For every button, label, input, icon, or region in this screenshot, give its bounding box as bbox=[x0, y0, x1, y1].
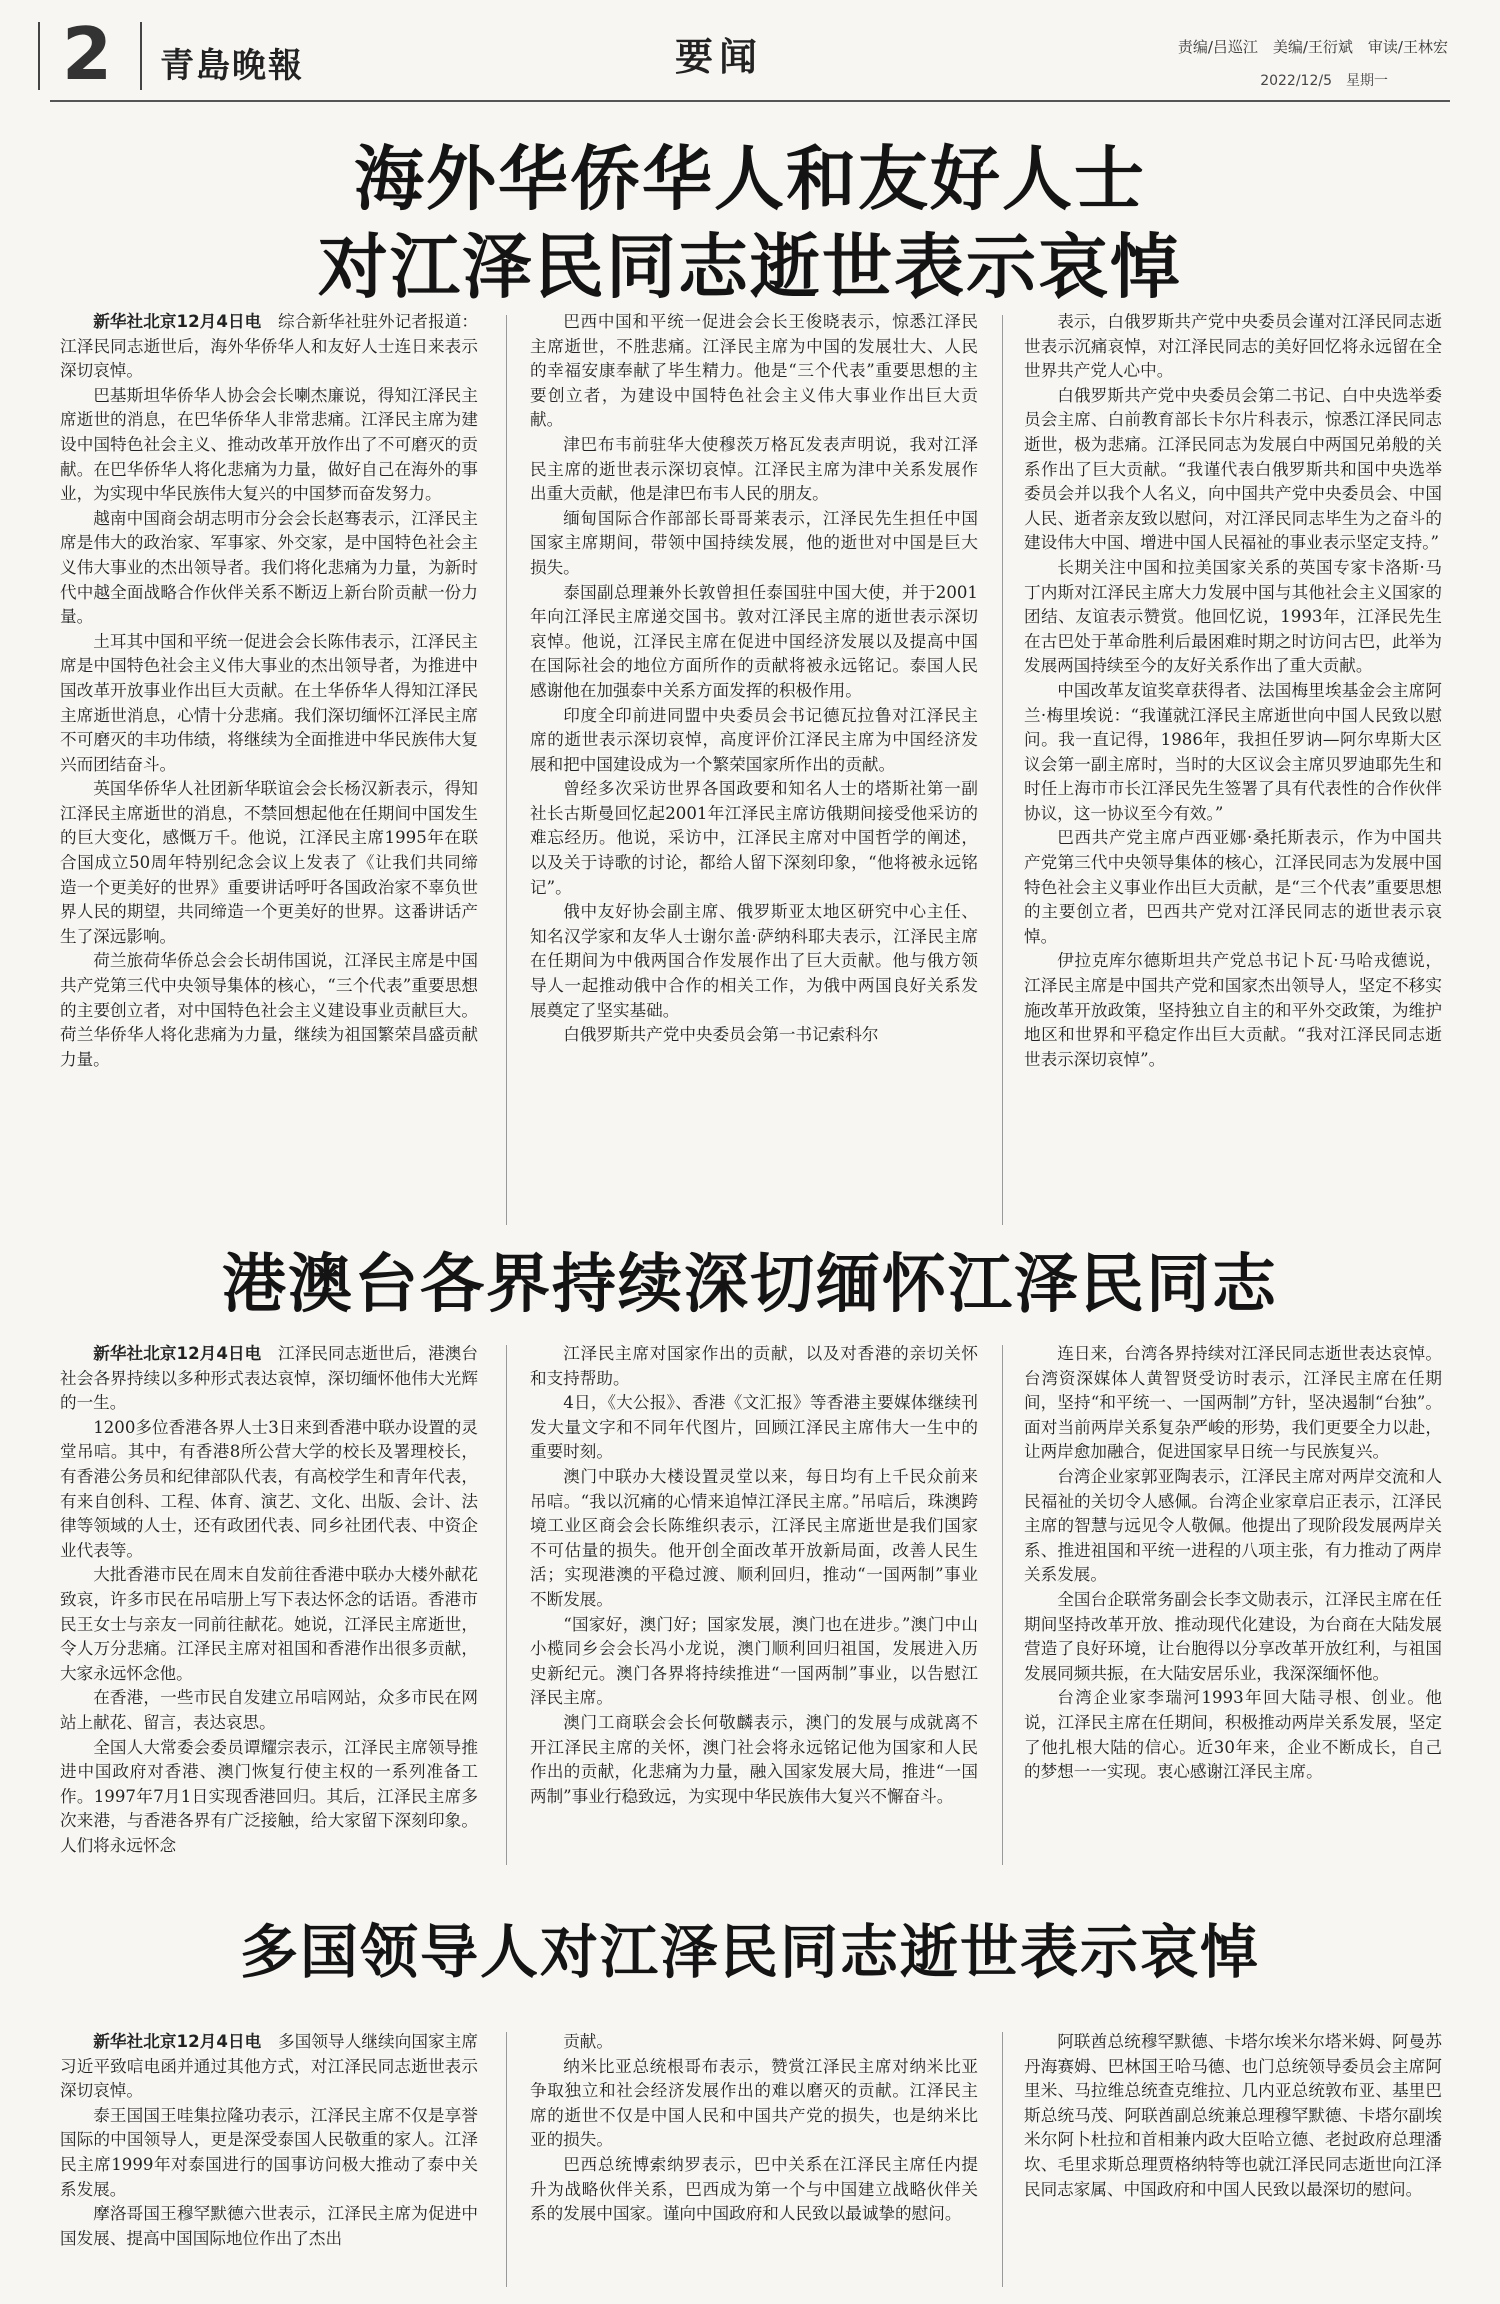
masthead-divider bbox=[38, 22, 40, 90]
paragraph: 全国人大常委会委员谭耀宗表示，江泽民主席领导推进中国政府对香港、澳门恢复行使主权的一系列准备工作。1997年7月1日实现香港回归。其后，江泽民主席多次来港，与香港各界有广泛接触，给大家留下深刻印象。人们将永远怀念 bbox=[60, 1737, 478, 1855]
masthead bbox=[0, 0, 1500, 105]
paragraph: 曾经多次采访世界各国政要和知名人士的塔斯社第一副社长古斯曼回忆起2001年江泽民主席访俄期间接受他采访的难忘经历。他说，采访中，江泽民主席对中国哲学的阐述，以及关于诗歌的讨论，都给人留下深刻印象，“他将被永远铭记”。 bbox=[530, 779, 978, 897]
article1-column-3 bbox=[1024, 310, 1442, 1235]
paragraph: 土耳其中国和平统一促进会会长陈伟表示，江泽民主席是中国特色社会主义伟大事业的杰出领导者，为推进中国改革开放事业作出巨大贡献。在土华侨华人得知江泽民主席逝世消息，心情十分悲痛。我们深切缅怀江泽民主席不可磨灭的丰功伟绩，将继续为全面推进中华民族伟大复兴而团结奋斗。 bbox=[60, 631, 478, 774]
credits: 责编/吕巡江 美编/王衍斌 审读/王林宏 bbox=[1177, 38, 1448, 56]
paragraph: 贡献。 bbox=[563, 2032, 613, 2051]
paragraph: 4日，《大公报》、香港《文汇报》等香港主要媒体继续刊发大量文字和不同年代图片，回顾江泽民主席伟大一生中的重要时刻。 bbox=[530, 1393, 978, 1462]
paragraph: 江泽民主席对国家作出的贡献，以及对香港的亲切关怀和支持帮助。 bbox=[530, 1344, 978, 1388]
column-separator bbox=[506, 315, 507, 1225]
paragraph: 巴西中国和平统一促进会会长王俊晓表示，惊悉江泽民主席逝世，不胜悲痛。江泽民主席为中国的发展壮大、人民的幸福安康奉献了毕生精力。他是“三个代表”重要思想的主要创立者，为建设中国特色社会主义伟大事业作出巨大贡献。 bbox=[530, 312, 978, 430]
paragraph: 英国华侨华人社团新华联谊会会长杨汉新表示，得知江泽民主席逝世的消息，不禁回想起他在任期间中国发生的巨大变化，感慨万千。他说，江泽民主席1995年在联合国成立50周年特别纪念会议上发表了《让我们共同缔造一个更美好的世界》重要讲话呼吁各国政治家不辜负世界人民的期望，共同缔造一个更美好的世界。这番讲话产生了深远影响。 bbox=[60, 779, 478, 946]
paragraph: 台湾企业家郭亚陶表示，江泽民主席对两岸交流和人民福祉的关切令人感佩。台湾企业家章启正表示，江泽民主席的智慧与远见令人敬佩。他提出了现阶段发展两岸关系、推进祖国和平统一进程的八项主张，有力推动了两岸关系发展。 bbox=[1024, 1466, 1442, 1585]
paper-name: 青島晚報 bbox=[160, 46, 304, 86]
column-separator bbox=[506, 1345, 507, 1865]
paragraph: 多国领导人继续向国家主席习近平致唁电函并通过其他方式，对江泽民同志逝世表示深切哀悼。 bbox=[60, 2032, 478, 2101]
paragraph: 俄中友好协会副主席、俄罗斯亚太地区研究中心主任、知名汉学家和友华人士谢尔盖·萨纳科耶夫表示，江泽民主席在任期间为中俄两国合作发展作出了巨大贡献。他与俄方领导人一起推动俄中合作的相关工作，为俄中两国良好关系发展奠定了坚实基础。 bbox=[530, 902, 978, 1020]
article3-headline: 多国领导人对江泽民同志逝世表示哀悼 bbox=[239, 1918, 1260, 1986]
paragraph: 台湾企业家李瑞河1993年回大陆寻根、创业。他说，江泽民主席在任期间，积极推动两岸关系发展，坚定了他扎根大陆的信心。近30年来，企业不断成长，自己的梦想一一实现。衷心感谢江泽民主席。 bbox=[1024, 1688, 1442, 1782]
paragraph: 津巴布韦前驻华大使穆茨万格瓦发表声明说，我对江泽民主席的逝世表示深切哀悼。江泽民主席为津中关系发展作出重大贡献，他是津巴布韦人民的朋友。 bbox=[530, 434, 978, 504]
page-number: 2 bbox=[62, 12, 113, 96]
paragraph: 大批香港市民在周末自发前往香港中联办大楼外献花致哀，许多市民在吊唁册上写下表达怀念的话语。香港市民王女士与亲友一同前往献花。她说，江泽民主席逝世，令人万分悲痛。江泽民主席对祖国和香港作出很多贡献，大家永远怀念他。 bbox=[60, 1565, 478, 1683]
column-separator bbox=[506, 2032, 507, 2287]
paragraph: “国家好，澳门好；国家发展，澳门也在进步。”澳门中山小榄同乡会会长冯小龙说，澳门顺利回归祖国，发展进入历史新纪元。澳门各界将持续推进“一国两制”事业，以告慰江泽民主席。 bbox=[530, 1614, 978, 1708]
paragraph: 综合新华社驻外记者报道：江泽民同志逝世后，海外华侨华人和友好人士连日来表示深切哀悼。 bbox=[60, 312, 478, 381]
paragraph: 白俄罗斯共产党中央委员会第二书记、白中央选举委员会主席、白前教育部长卡尔片科表示，惊悉江泽民同志逝世，极为悲痛。江泽民同志为发展白中两国兄弟般的关系作出了巨大贡献。“我谨代表白俄罗斯共和国中央选举委员会并以我个人名义，向中国共产党中央委员会、中国人民、逝者亲友致以慰问，对江泽民同志毕生为之奋斗的建设伟大中国、增进中国人民福祉的事业表示坚定支持。” bbox=[1024, 385, 1442, 553]
paragraph: 越南中国商会胡志明市分会会长赵骞表示，江泽民主席是伟大的政治家、军事家、外交家，是中国特色社会主义伟大事业的杰出领导者。我们将化悲痛为力量，为新时代中越全面战略合作伙伴关系不断迈上新台阶贡献一份力量。 bbox=[60, 508, 478, 627]
paragraph: 白俄罗斯共产党中央委员会第一书记索科尔 bbox=[563, 1025, 879, 1045]
masthead-rule bbox=[50, 100, 1450, 102]
article1-column-2 bbox=[530, 310, 978, 1235]
paragraph: 阿联酋总统穆罕默德、卡塔尔埃米尔塔米姆、阿曼苏丹海赛姆、巴林国王哈马德、也门总统领导委员会主席阿里米、马拉维总统查克维拉、几内亚总统敦布亚、基里巴斯总统马茂、阿联酋副总统兼总理穆罕默德、卡塔尔副埃米尔阿卜杜拉和首相兼内政大臣哈立德、老挝政府总理潘坎、毛里求斯总理贾格纳特等也就江泽民同志逝世向江泽民同志家属、中国政府和中国人民致以最深切的慰问。 bbox=[1024, 2032, 1442, 2199]
column-separator bbox=[1002, 315, 1003, 1225]
headline-line: 海外华侨华人和友好人士 bbox=[354, 138, 1146, 220]
paragraph: 荷兰旅荷华侨总会会长胡伟国说，江泽民主席是中国共产党第三代中央领导集体的核心，“三个代表”重要思想的主要创立者，对中国特色社会主义建设事业贡献巨大。荷兰华侨华人将化悲痛为力量，继续为祖国繁荣昌盛贡献力量。 bbox=[60, 951, 478, 1069]
issue-date: 2022/12/5 星期一 bbox=[1260, 73, 1388, 89]
paragraph: 中国改革友谊奖章获得者、法国梅里埃基金会主席阿兰·梅里埃说：“我谨就江泽民主席逝世向中国人民致以慰问。我一直记得，1986年，我担任罗讷—阿尔卑斯大区议会第一副主席时，当时的大区议会主席贝罗迪耶先生和时任上海市市长江泽民先生签署了具有代表性的合作伙伴协议，这一协议至今有效。” bbox=[1024, 680, 1442, 823]
paragraph: 澳门工商联会会长何敬麟表示，澳门的发展与成就离不开江泽民主席的关怀，澳门社会将永远铭记他为国家和人民作出的贡献，化悲痛为力量，融入国家发展大局，推进“一国两制”事业行稳致远，为实现中华民族伟大复兴不懈奋斗。 bbox=[530, 1712, 978, 1806]
paragraph: 巴基斯坦华侨华人协会会长喇杰廉说，得知江泽民主席逝世的消息，在巴华侨华人非常悲痛。江泽民主席为建设中国特色社会主义、推动改革开放作出了不可磨灭的贡献。在巴华侨华人将化悲痛为力量，做好自己在海外的事业，为实现中华民族伟大复兴的中国梦而奋发努力。 bbox=[60, 385, 478, 504]
paragraph: 1200多位香港各界人士3日来到香港中联办设置的灵堂吊唁。其中，有香港8所公营大学的校长及署理校长，有香港公务员和纪律部队代表，有高校学生和青年代表，有来自创科、工程、体育、演艺、文化、出版、会计、法律等领域的人士，还有政团代表、同乡社团代表、中资企业代表等。 bbox=[60, 1417, 478, 1560]
paragraph: 澳门中联办大楼设置灵堂以来，每日均有上千民众前来吊唁。“我以沉痛的心情来追悼江泽民主席。”吊唁后，珠澳跨境工业区商会会长陈维织表示，江泽民主席逝世是我们国家不可估量的损失。他开创全面改革开放新局面，改善人民生活；实现港澳的平稳过渡、顺利回归，推动“一国两制”事业不断发展。 bbox=[530, 1466, 978, 1609]
paragraph: 长期关注中国和拉美国家关系的英国专家卡洛斯·马丁内斯对江泽民主席大力发展中国与其他社会主义国家的团结、友谊表示赞赏。他回忆说，1993年，江泽民先生在古巴处于革命胜利后最困难时期之时访问古巴，此举为发展两国持续至今的友好关系作出了重大贡献。 bbox=[1024, 557, 1442, 676]
dateline: 新华社北京12月4日电 bbox=[93, 1344, 262, 1363]
paragraph: 巴西总统博索纳罗表示，巴中关系在江泽民主席任内提升为战略伙伴关系，巴西成为第一个与中国建立战略伙伴关系的发展中国家。谨向中国政府和人民致以最诚挚的慰问。 bbox=[530, 2154, 978, 2224]
article3-column-3 bbox=[1024, 2030, 1442, 2292]
paragraph: 纳米比亚总统根哥布表示，赞赏江泽民主席对纳米比亚争取独立和社会经济发展作出的难以磨灭的贡献。江泽民主席的逝世不仅是中国人民和中国共产党的损失，也是纳米比亚的损失。 bbox=[530, 2056, 978, 2150]
paragraph: 全国台企联常务副会长李文勋表示，江泽民主席在任期间坚持改革开放、推动现代化建设，为台商在大陆发展营造了良好环境，让台胞得以分享改革开放红利，与祖国发展同频共振，在大陆安居乐业，我深深缅怀他。 bbox=[1024, 1589, 1442, 1683]
article1-column-1 bbox=[60, 310, 478, 1235]
dateline: 新华社北京12月4日电 bbox=[93, 312, 262, 331]
paragraph: 连日来，台湾各界持续对江泽民同志逝世表达哀悼。台湾资深媒体人黄智贤受访时表示，江泽民主席在任期间，坚持“和平统一、一国两制”方针，坚决遏制“台独”。面对当前两岸关系复杂严峻的形势，我们更要全力以赴，让两岸愈加融合，促进国家早日统一与民族复兴。 bbox=[1024, 1344, 1442, 1462]
article2-headline: 港澳台各界持续深切缅怀江泽民同志 bbox=[222, 1248, 1278, 1322]
headline-line: 对江泽民同志逝世表示哀悼 bbox=[318, 226, 1182, 308]
paragraph: 印度全印前进同盟中央委员会书记德瓦拉鲁对江泽民主席的逝世表示深切哀悼，高度评价江泽民主席为中国经济发展和把中国建设成为一个繁荣国家所作出的贡献。 bbox=[530, 705, 978, 774]
masthead-divider bbox=[140, 22, 142, 90]
article3-column-2 bbox=[530, 2030, 978, 2292]
paragraph: 泰国副总理兼外长敦曾担任泰国驻中国大使，并于2001年向江泽民主席递交国书。敦对江泽民主席的逝世表示深切哀悼。他说，江泽民主席在促进中国经济发展以及提高中国在国际社会的地位方面所作的贡献将被永远铭记。泰国人民感谢他在加强泰中关系方面发挥的积极作用。 bbox=[530, 582, 978, 700]
paragraph: 江泽民同志逝世后，港澳台社会各界持续以多种形式表达哀悼，深切缅怀他伟大光辉的一生。 bbox=[60, 1344, 478, 1413]
article3-column-1 bbox=[60, 2030, 478, 2292]
article1-headline bbox=[40, 135, 1460, 311]
paragraph: 表示，白俄罗斯共产党中央委员会谨对江泽民同志逝世表示沉痛哀悼，对江泽民同志的美好回忆将永远留在全世界共产党人心中。 bbox=[1024, 312, 1442, 381]
article2-column-3 bbox=[1024, 1342, 1442, 1872]
article2-column-2 bbox=[530, 1342, 978, 1872]
column-separator bbox=[1002, 2032, 1003, 2287]
paragraph: 泰王国国王哇集拉隆功表示，江泽民主席不仅是享誉国际的中国领导人，更是深受泰国人民敬重的家人。江泽民主席1999年对泰国进行的国事访问极大推动了泰中关系发展。 bbox=[60, 2105, 478, 2199]
paragraph: 缅甸国际合作部部长哥哥莱表示，江泽民先生担任中国国家主席期间，带领中国持续发展，他的逝世对中国是巨大损失。 bbox=[530, 508, 978, 577]
paragraph: 在香港，一些市民自发建立吊唁网站，众多市民在网站上献花、留言，表达哀思。 bbox=[60, 1688, 478, 1732]
paragraph: 摩洛哥国王穆罕默德六世表示，江泽民主席为促进中国发展、提高中国国际地位作出了杰出 bbox=[60, 2204, 478, 2248]
dateline: 新华社北京12月4日电 bbox=[93, 2032, 262, 2051]
article2-column-1 bbox=[60, 1342, 478, 1872]
section-title: 要闻 bbox=[675, 35, 764, 79]
column-separator bbox=[1002, 1345, 1003, 1865]
paragraph: 巴西共产党主席卢西亚娜·桑托斯表示，作为中国共产党第三代中央领导集体的核心，江泽民同志为发展中国特色社会主义事业作出巨大贡献，是“三个代表”重要思想的主要创立者，巴西共产党对江泽民同志的逝世表示哀悼。 bbox=[1024, 828, 1442, 946]
paragraph: 伊拉克库尔德斯坦共产党总书记卜瓦·马哈戎德说，江泽民主席是中国共产党和国家杰出领导人，坚定不移实施改革开放政策，坚持独立自主的和平外交政策，为维护地区和世界和平稳定作出巨大贡献。“我对江泽民同志逝世表示深切哀悼”。 bbox=[1024, 951, 1442, 1069]
